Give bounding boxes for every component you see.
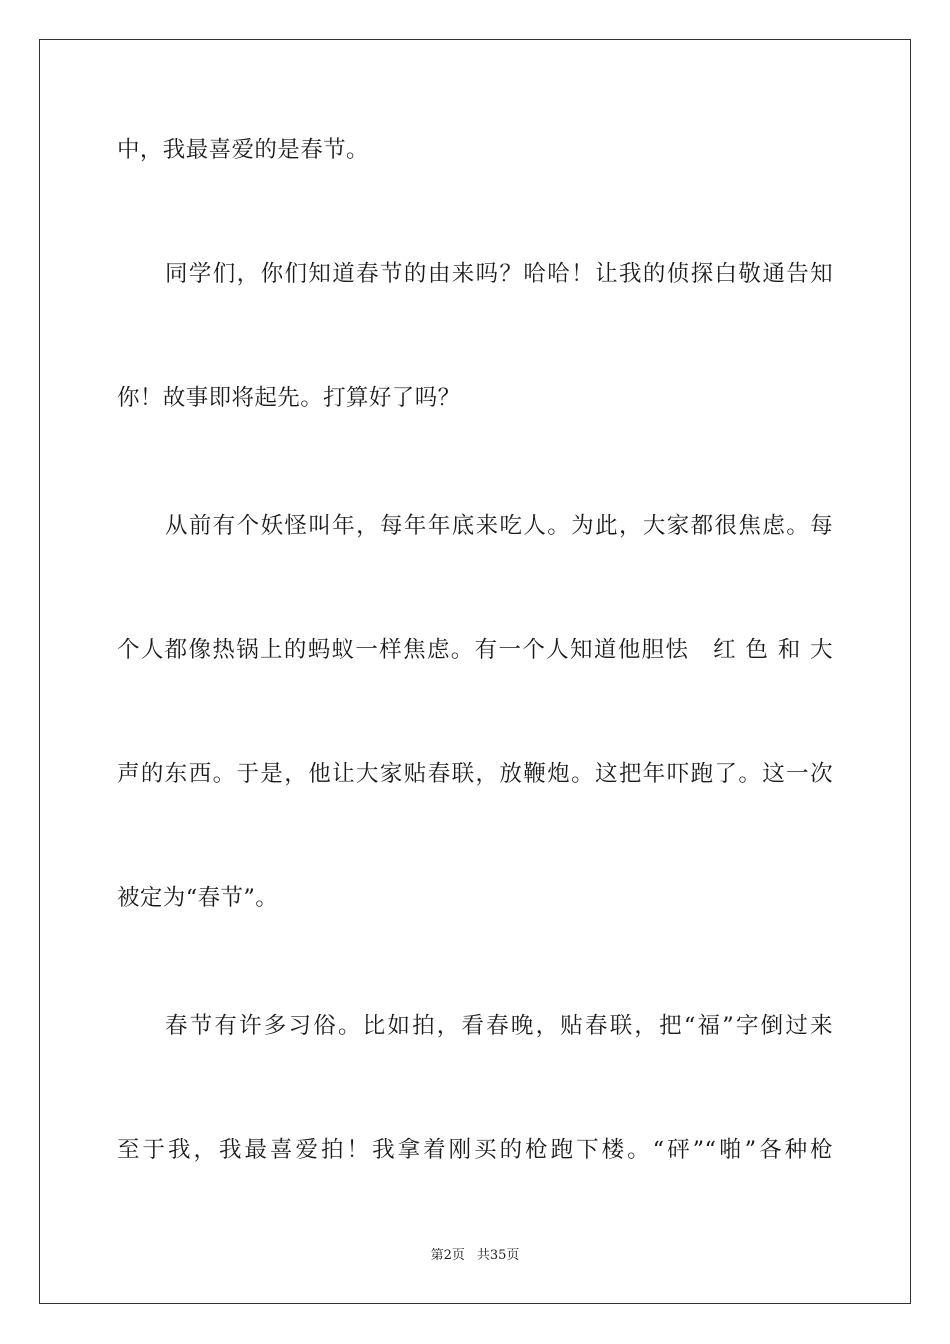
text-line-9: 至于我，我最喜爱拍！我拿着刚买的枪跑下楼。“砰”“啪”各种枪	[117, 1137, 833, 1163]
text-line-7: 被定为“春节”。	[117, 885, 279, 911]
text-line-4: 从前有个妖怪叫年，每年年底来吃人。为此，大家都很焦虑。每	[165, 513, 833, 539]
text-line-6: 声的东西。于是，他让大家贴春联，放鞭炮。这把年吓跑了。这一次	[117, 761, 833, 787]
text-line-5: 个人都像热锅上的蚂蚁一样焦虑。有一个人知道他胆怯 红 色 和 大	[117, 637, 833, 663]
page-border	[39, 39, 911, 1304]
text-line-8: 春节有许多习俗。比如拍，看春晚，贴春联，把“福”字倒过来	[165, 1013, 833, 1039]
text-line-3: 你！故事即将起先。打算好了吗？	[117, 385, 461, 411]
page-total: 共35页	[476, 1248, 520, 1263]
text-line-1: 中，我最喜爱的是春节。	[117, 137, 369, 163]
page-number: 第2页	[430, 1248, 465, 1263]
text-line-2: 同学们，你们知道春节的由来吗？哈哈！让我的侦探白敬通告知	[165, 261, 833, 287]
page-footer	[0, 1247, 950, 1265]
